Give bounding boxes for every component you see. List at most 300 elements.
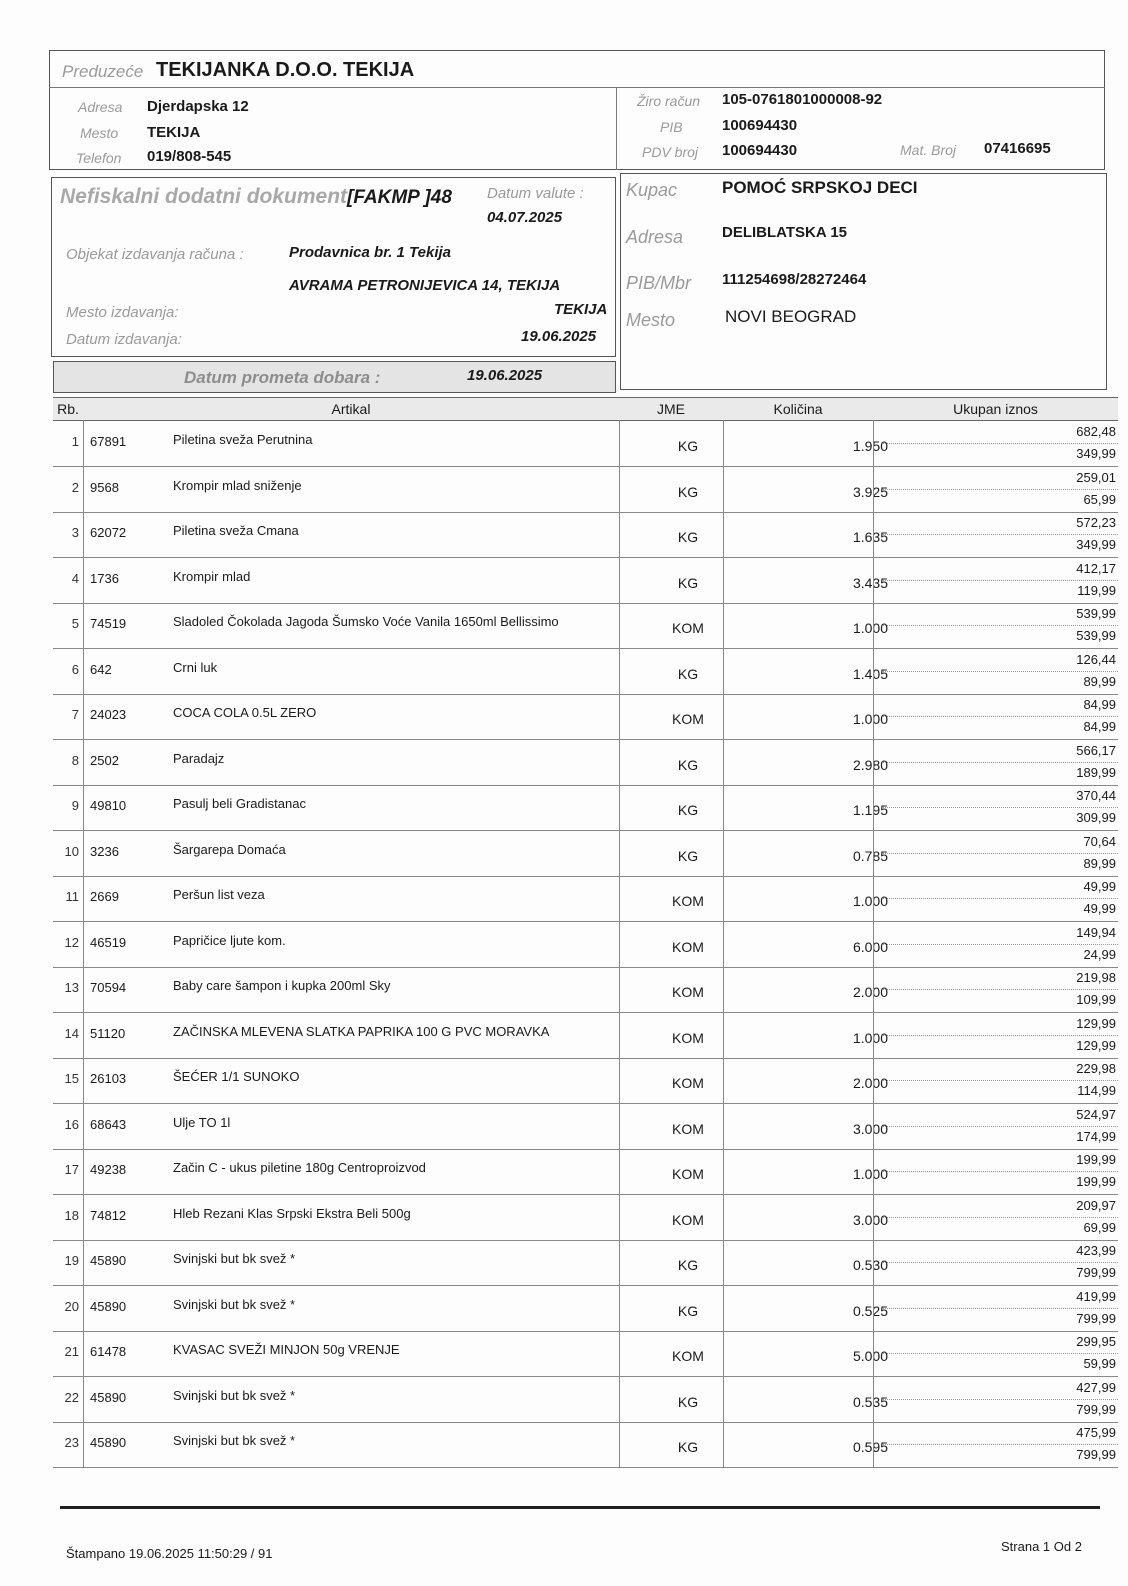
unit-price: 799,99 <box>1076 1265 1116 1280</box>
unit-price: 119,99 <box>1077 582 1116 598</box>
unit-of-measure: KG <box>677 756 699 773</box>
unit-of-measure: KOM <box>672 711 704 727</box>
column-separator <box>83 875 84 921</box>
unit-price: 799,99 <box>1076 1310 1116 1326</box>
article-code: 61478 <box>90 1344 127 1359</box>
unit-price: 89,99 <box>1083 673 1116 689</box>
column-separator <box>619 1239 620 1285</box>
buyer-pib: 111254698/28272464 <box>722 271 867 288</box>
total-divider <box>883 1399 1118 1400</box>
column-separator <box>723 1103 724 1149</box>
column-separator <box>723 557 724 603</box>
row-number: 3 <box>71 525 79 540</box>
column-separator <box>723 693 724 739</box>
quantity: 2.000 <box>852 1075 888 1091</box>
unit-of-measure: KOM <box>672 1120 704 1137</box>
total-divider <box>883 989 1118 990</box>
column-separator <box>873 1285 874 1331</box>
line-total: 259,01 <box>1076 469 1116 485</box>
column-separator <box>83 602 84 648</box>
object-address: AVRAMA PETRONIJEVICA 14, TEKIJA <box>289 277 561 294</box>
row-number: 11 <box>65 889 79 904</box>
row-number: 13 <box>64 980 79 995</box>
column-separator <box>619 693 620 739</box>
row-number: 20 <box>64 1298 79 1314</box>
column-separator <box>619 466 620 512</box>
quantity: 1.000 <box>852 1029 888 1046</box>
table-row <box>53 1057 1118 1104</box>
unit-of-measure: KG <box>677 802 699 818</box>
total-divider <box>883 716 1118 717</box>
unit-of-measure: KG <box>677 847 699 864</box>
column-separator <box>83 1285 84 1331</box>
article-name: Šargarepa Domaća <box>173 841 286 857</box>
quantity: 1.000 <box>852 1166 888 1182</box>
object-label: Objekat izdavanja računa : <box>66 246 244 263</box>
article-name: Svinjski but bk svež * <box>173 1251 296 1266</box>
column-separator <box>873 511 874 557</box>
row-number: 15 <box>64 1071 79 1086</box>
column-separator <box>83 648 84 694</box>
article-name: ZAČINSKA MLEVENA SLATKA PAPRIKA 100 G PVC MORAVKA <box>173 1023 550 1039</box>
article-code: 67891 <box>90 434 127 449</box>
seller-vdivider <box>616 87 617 170</box>
column-separator <box>619 1330 620 1376</box>
quantity: 3.000 <box>852 1120 888 1137</box>
table-row <box>53 648 1118 695</box>
column-separator <box>873 557 874 603</box>
line-total: 129,99 <box>1076 1015 1116 1031</box>
unit-price: 84,99 <box>1083 719 1116 734</box>
column-separator <box>723 830 724 876</box>
total-divider <box>883 1262 1118 1263</box>
article-name: Hleb Rezani Klas Srpski Ekstra Beli 500g <box>173 1205 411 1221</box>
quantity: 1.635 <box>852 529 888 545</box>
buyer-city-label: Mesto <box>626 310 676 330</box>
column-separator <box>873 784 874 830</box>
column-separator <box>873 739 874 785</box>
quantity: 5.000 <box>852 1348 888 1364</box>
column-separator <box>83 557 84 603</box>
line-total: 219,98 <box>1076 970 1116 985</box>
quantity: 6.000 <box>852 938 888 955</box>
article-code: 642 <box>90 661 112 677</box>
article-code: 2502 <box>90 752 119 768</box>
unit-of-measure: KOM <box>672 620 704 636</box>
unit-of-measure: KG <box>677 1257 699 1273</box>
column-separator <box>873 1330 874 1376</box>
column-separator <box>619 557 620 603</box>
column-separator <box>723 784 724 830</box>
quantity: 0.785 <box>852 847 888 864</box>
column-separator <box>723 921 724 967</box>
article-name: Svinjski but bk svež * <box>173 1387 296 1403</box>
column-separator <box>83 420 84 466</box>
unit-price: 89,99 <box>1083 855 1116 871</box>
page-number: Strana 1 Od 2 <box>1001 1539 1082 1554</box>
column-separator <box>723 1057 724 1103</box>
article-name: Začin C - ukus piletine 180g Centroproizvod <box>173 1160 426 1175</box>
row-number: 22 <box>64 1389 79 1405</box>
column-separator <box>83 784 84 830</box>
column-separator <box>83 1103 84 1149</box>
mat-label: Mat. Broj <box>900 142 957 158</box>
pib-label: PIB <box>660 119 683 135</box>
article-code: 1736 <box>90 570 119 586</box>
unit-of-measure: KOM <box>672 938 704 955</box>
column-separator <box>873 921 874 967</box>
quantity: 3.925 <box>852 483 888 500</box>
table-row <box>53 830 1118 877</box>
column-separator <box>873 602 874 648</box>
column-separator <box>723 466 724 512</box>
article-code: 45890 <box>90 1253 127 1268</box>
column-separator <box>619 1421 620 1467</box>
line-total: 682,48 <box>1076 424 1116 439</box>
column-separator <box>873 830 874 876</box>
column-separator <box>723 1194 724 1240</box>
unit-price: 174,99 <box>1076 1128 1116 1144</box>
column-separator <box>83 921 84 967</box>
total-divider <box>883 534 1118 535</box>
column-separator <box>723 1148 724 1194</box>
column-separator <box>619 739 620 785</box>
row-number: 18 <box>64 1207 79 1223</box>
total-divider <box>883 1126 1118 1127</box>
column-separator <box>619 1376 620 1422</box>
table-row <box>53 1421 1118 1468</box>
column-separator <box>619 966 620 1012</box>
unit-price: 49,99 <box>1083 901 1116 916</box>
quantity: 1.195 <box>852 802 888 818</box>
column-separator <box>723 1285 724 1331</box>
line-total: 370,44 <box>1076 788 1116 803</box>
unit-price: 799,99 <box>1076 1447 1116 1462</box>
column-separator <box>83 466 84 512</box>
unit-price: 109,99 <box>1076 992 1116 1007</box>
column-separator <box>873 1376 874 1422</box>
total-divider <box>883 807 1118 808</box>
unit-of-measure: KOM <box>672 1029 704 1046</box>
table-row <box>53 739 1118 786</box>
footer-rule <box>60 1506 1100 1509</box>
line-total: 70,64 <box>1083 833 1116 849</box>
unit-price: 65,99 <box>1083 491 1116 507</box>
column-separator <box>619 1194 620 1240</box>
mat-value: 07416695 <box>984 140 1051 157</box>
table-row <box>53 1103 1118 1150</box>
table-row <box>53 1376 1118 1423</box>
quantity: 2.000 <box>852 984 888 1000</box>
column-separator <box>619 1103 620 1149</box>
article-name: Krompir mlad sniženje <box>173 477 302 493</box>
table-row <box>53 557 1118 604</box>
buyer-address-label: Adresa <box>626 227 684 247</box>
line-total: 539,99 <box>1076 606 1116 621</box>
column-separator <box>83 693 84 739</box>
unit-of-measure: KG <box>677 1439 699 1455</box>
article-name: COCA COLA 0.5L ZERO <box>173 705 317 720</box>
article-name: Peršun list veza <box>173 887 265 902</box>
article-name: Svinjski but bk svež * <box>173 1433 296 1448</box>
printed-info: Štampano 19.06.2025 11:50:29 / 91 <box>66 1546 273 1561</box>
article-name: Papričice ljute kom. <box>173 932 286 948</box>
column-separator <box>723 966 724 1012</box>
seller-phone-label: Telefon <box>76 150 122 166</box>
column-separator <box>873 466 874 512</box>
article-name: Piletina sveža Cmana <box>173 523 299 538</box>
column-separator <box>83 1057 84 1103</box>
article-name: ŠEĆER 1/1 SUNOKO <box>173 1069 300 1084</box>
column-separator <box>83 1012 84 1058</box>
table-row <box>53 420 1118 467</box>
column-separator <box>723 1239 724 1285</box>
quantity: 3.435 <box>852 574 888 591</box>
column-separator <box>619 1012 620 1058</box>
place-label: Mesto izdavanja: <box>66 304 179 321</box>
article-code: 9568 <box>90 479 119 495</box>
unit-of-measure: KOM <box>672 984 704 1000</box>
article-code: 49810 <box>90 798 127 813</box>
article-name: Pasulj beli Gradistanac <box>173 796 306 811</box>
unit-of-measure: KOM <box>672 1348 704 1364</box>
line-total: 229,98 <box>1076 1061 1116 1076</box>
quantity: 1.000 <box>852 620 888 636</box>
row-number: 6 <box>71 661 79 677</box>
column-separator <box>873 420 874 466</box>
table-row <box>53 1148 1118 1195</box>
table-row <box>53 1012 1118 1059</box>
column-separator <box>83 1239 84 1285</box>
unit-of-measure: KG <box>677 1393 699 1410</box>
issue-date: 19.06.2025 <box>521 328 597 345</box>
article-code: 51120 <box>90 1025 126 1041</box>
line-total: 423,99 <box>1076 1243 1116 1258</box>
column-separator <box>723 1330 724 1376</box>
header-jme: JME <box>657 401 685 417</box>
unit-of-measure: KG <box>677 574 699 591</box>
column-separator <box>873 1057 874 1103</box>
unit-price: 799,99 <box>1076 1401 1116 1417</box>
column-separator <box>619 875 620 921</box>
article-code: 46519 <box>90 934 127 950</box>
due-date: 04.07.2025 <box>487 209 563 226</box>
table-row <box>53 466 1118 513</box>
quantity: 1.000 <box>852 711 888 727</box>
column-separator <box>873 1012 874 1058</box>
column-separator <box>619 1285 620 1331</box>
article-code: 70594 <box>90 980 127 995</box>
article-code: 68643 <box>90 1116 127 1132</box>
article-code: 74812 <box>90 1207 127 1223</box>
row-number: 12 <box>64 934 79 950</box>
quantity: 2.980 <box>852 756 888 773</box>
column-separator <box>723 1421 724 1467</box>
header-article: Artikal <box>331 401 371 417</box>
unit-of-measure: KG <box>677 483 699 500</box>
due-date-label: Datum valute : <box>487 185 584 202</box>
article-code: 49238 <box>90 1162 127 1177</box>
quantity: 3.000 <box>852 1211 888 1228</box>
total-divider <box>883 762 1118 763</box>
column-separator <box>83 1148 84 1194</box>
total-divider <box>883 489 1118 490</box>
table-row <box>53 784 1118 831</box>
table-row <box>53 1194 1118 1241</box>
article-name: Svinjski but bk svež * <box>173 1296 296 1312</box>
unit-price: 199,99 <box>1076 1174 1116 1189</box>
buyer-label: Kupac <box>626 180 678 200</box>
total-divider <box>883 853 1118 854</box>
document-code: [FAKMP ]48 <box>347 187 452 208</box>
row-number: 5 <box>71 616 79 631</box>
article-name: Baby care šampon i kupka 200ml Sky <box>173 978 391 993</box>
article-name: Crni luk <box>173 659 218 675</box>
article-name: Paradajz <box>173 750 225 766</box>
column-separator <box>83 739 84 785</box>
line-total: 524,97 <box>1076 1106 1116 1122</box>
table-row <box>53 1285 1118 1332</box>
seller-city: TEKIJA <box>147 124 201 141</box>
unit-price: 309,99 <box>1076 810 1116 825</box>
turnover-label: Datum prometa dobara : <box>184 368 381 387</box>
total-divider <box>883 1171 1118 1172</box>
column-separator <box>723 875 724 921</box>
column-separator <box>873 648 874 694</box>
quantity: 0.595 <box>852 1439 888 1455</box>
line-total: 149,94 <box>1076 924 1116 940</box>
unit-of-measure: KG <box>677 438 699 454</box>
unit-price: 539,99 <box>1076 628 1116 643</box>
total-divider <box>883 580 1118 581</box>
place-value: TEKIJA <box>554 301 608 318</box>
line-total: 566,17 <box>1076 742 1116 758</box>
unit-price: 24,99 <box>1083 946 1116 962</box>
pdv-label: PDV broj <box>642 144 699 160</box>
column-separator <box>83 966 84 1012</box>
column-separator <box>619 1148 620 1194</box>
header-total: Ukupan iznos <box>953 401 1038 417</box>
article-code: 26103 <box>90 1071 127 1086</box>
line-total: 419,99 <box>1076 1288 1116 1304</box>
header-qty: Količina <box>773 401 823 417</box>
unit-price: 69,99 <box>1083 1219 1116 1235</box>
column-separator <box>873 875 874 921</box>
seller-phone: 019/808-545 <box>147 148 232 165</box>
line-total: 572,23 <box>1076 515 1116 530</box>
object-name: Prodavnica br. 1 Tekija <box>289 244 452 261</box>
unit-of-measure: KOM <box>672 1075 704 1091</box>
article-name: Piletina sveža Perutnina <box>173 432 313 447</box>
column-separator <box>723 1376 724 1422</box>
article-code: 62072 <box>90 525 127 540</box>
article-code: 45890 <box>90 1435 127 1450</box>
table-row <box>53 875 1118 922</box>
total-divider <box>883 1353 1118 1354</box>
total-divider <box>883 944 1118 945</box>
row-number: 1 <box>71 434 79 449</box>
table-row <box>53 966 1118 1013</box>
row-number: 14 <box>64 1025 79 1041</box>
column-separator <box>873 1148 874 1194</box>
line-total: 475,99 <box>1076 1425 1116 1440</box>
column-separator <box>873 1194 874 1240</box>
table-row <box>53 921 1118 968</box>
row-number: 21 <box>64 1344 79 1359</box>
column-separator <box>619 921 620 967</box>
turnover-date: 19.06.2025 <box>467 367 543 384</box>
article-name: Ulje TO 1l <box>173 1114 231 1130</box>
unit-price: 114,99 <box>1077 1083 1116 1098</box>
unit-of-measure: KOM <box>672 893 704 909</box>
buyer-name: POMOĆ SRPSKOJ DECI <box>722 178 918 197</box>
unit-price: 349,99 <box>1076 446 1116 461</box>
row-number: 2 <box>71 479 79 495</box>
quantity: 1.405 <box>852 665 888 682</box>
column-separator <box>723 1012 724 1058</box>
account-label: Žiro račun <box>637 93 701 109</box>
table-row <box>53 602 1118 649</box>
total-divider <box>883 443 1118 444</box>
table-row <box>53 511 1118 558</box>
line-total: 299,95 <box>1076 1334 1116 1349</box>
seller-address: Djerdapska 12 <box>147 98 249 115</box>
column-separator <box>83 830 84 876</box>
unit-price: 349,99 <box>1076 537 1116 552</box>
article-name: Sladoled Čokolada Jagoda Šumsko Voće Vanila 1650ml Bellissimo <box>173 614 559 629</box>
column-separator <box>83 511 84 557</box>
column-separator <box>619 1057 620 1103</box>
article-name: KVASAC SVEŽI MINJON 50g VRENJE <box>173 1342 400 1357</box>
unit-of-measure: KG <box>677 529 699 545</box>
document-title-text: Nefiskalni dodatni dokument <box>60 185 348 208</box>
document-title <box>60 185 452 209</box>
quantity: 1.000 <box>852 893 888 909</box>
column-separator <box>83 1421 84 1467</box>
line-total: 49,99 <box>1083 879 1116 894</box>
total-divider <box>883 1217 1118 1218</box>
total-divider <box>883 1444 1118 1445</box>
unit-of-measure: KOM <box>672 1211 704 1228</box>
quantity: 0.525 <box>852 1302 888 1319</box>
column-separator <box>873 1421 874 1467</box>
total-divider <box>883 1035 1118 1036</box>
column-separator <box>873 966 874 1012</box>
row-number: 8 <box>71 752 79 768</box>
unit-price: 189,99 <box>1076 764 1116 780</box>
column-separator <box>619 511 620 557</box>
column-separator <box>873 693 874 739</box>
row-number: 7 <box>71 707 79 722</box>
total-divider <box>883 898 1118 899</box>
seller-city-label: Mesto <box>80 125 119 141</box>
column-separator <box>873 1239 874 1285</box>
row-number: 16 <box>64 1116 79 1132</box>
row-number: 23 <box>64 1435 79 1450</box>
column-separator <box>619 784 620 830</box>
column-separator <box>723 648 724 694</box>
total-divider <box>883 625 1118 626</box>
article-name: Krompir mlad <box>173 568 251 584</box>
row-number: 19 <box>64 1253 79 1268</box>
unit-of-measure: KG <box>677 1302 699 1319</box>
issue-date-label: Datum izdavanja: <box>66 331 182 348</box>
unit-of-measure: KG <box>677 665 699 682</box>
column-separator <box>723 602 724 648</box>
article-code: 45890 <box>90 1298 127 1314</box>
column-separator <box>83 1194 84 1240</box>
line-total: 126,44 <box>1076 651 1116 667</box>
